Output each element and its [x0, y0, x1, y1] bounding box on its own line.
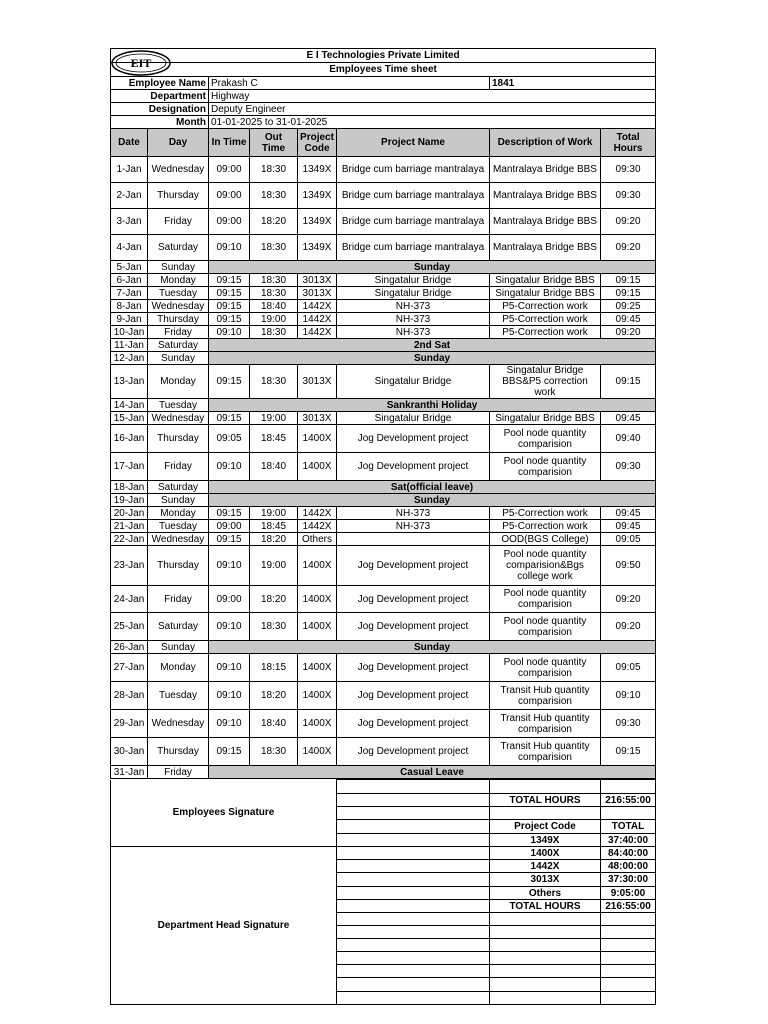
date-cell: 16-Jan [111, 425, 148, 453]
description-cell: Pool node quantity comparision [490, 453, 601, 481]
employee-name: Prakash C [209, 77, 490, 90]
in-time-cell: 09:15 [209, 365, 250, 399]
table-row [111, 399, 656, 412]
total-hours-cell: 09:20 [601, 586, 656, 613]
table-row [111, 261, 656, 274]
table-row [111, 157, 656, 183]
summary-total: 48:00:00 [601, 860, 656, 873]
description-cell: P5-Correction work [490, 520, 601, 533]
day-cell: Friday [148, 453, 209, 481]
total-hours-cell: 09:40 [601, 425, 656, 453]
table-row [111, 183, 656, 209]
in-time-cell: 09:15 [209, 300, 250, 313]
project-name-cell [337, 533, 490, 546]
day-status-cell: Sankranthi Holiday [209, 399, 656, 412]
employee-name-label: Employee Name [111, 77, 209, 90]
col-in-time: In Time [209, 129, 250, 157]
table-row [111, 710, 656, 738]
day-cell: Thursday [148, 313, 209, 326]
in-time-cell: 09:10 [209, 613, 250, 641]
day-cell: Wednesday [148, 412, 209, 425]
total-hours-cell: 09:50 [601, 546, 656, 586]
table-row [111, 586, 656, 613]
description-cell: OOD(BGS College) [490, 533, 601, 546]
project-name-cell: NH-373 [337, 507, 490, 520]
date-cell: 20-Jan [111, 507, 148, 520]
day-cell: Saturday [148, 339, 209, 352]
out-time-cell: 18:30 [250, 235, 298, 261]
day-cell: Thursday [148, 546, 209, 586]
date-cell: 14-Jan [111, 399, 148, 412]
in-time-cell: 09:15 [209, 274, 250, 287]
project-code-cell: 1400X [298, 425, 337, 453]
total-hours-cell: 09:20 [601, 613, 656, 641]
project-name-cell: Singatalur Bridge [337, 287, 490, 300]
designation-label: Designation [111, 103, 209, 116]
day-cell: Tuesday [148, 287, 209, 300]
project-name-cell: Singatalur Bridge [337, 274, 490, 287]
project-code-cell: 1442X [298, 313, 337, 326]
date-cell: 18-Jan [111, 481, 148, 494]
in-time-cell: 09:00 [209, 520, 250, 533]
total-hours-cell: 09:15 [601, 287, 656, 300]
department-head-signature: Department Head Signature [111, 847, 337, 1005]
description-cell: Transit Hub quantity comparision [490, 738, 601, 766]
project-code-cell: 1400X [298, 586, 337, 613]
total-hours-cell: 09:20 [601, 235, 656, 261]
day-status-cell: 2nd Sat [209, 339, 656, 352]
date-cell: 9-Jan [111, 313, 148, 326]
total-hours-cell: 09:15 [601, 365, 656, 399]
project-code-cell: 3013X [298, 412, 337, 425]
date-cell: 26-Jan [111, 641, 148, 654]
in-time-cell: 09:10 [209, 326, 250, 339]
total-hours-value: 216:55:00 [601, 794, 656, 807]
total-hours-cell: 09:45 [601, 520, 656, 533]
date-cell: 2-Jan [111, 183, 148, 209]
description-cell: Pool node quantity comparision [490, 654, 601, 682]
day-status-cell: Sat(official leave) [209, 481, 656, 494]
in-time-cell: 09:10 [209, 710, 250, 738]
summary-code: 1349X [490, 834, 601, 847]
out-time-cell: 19:00 [250, 313, 298, 326]
out-time-cell: 18:30 [250, 326, 298, 339]
out-time-cell: 18:30 [250, 738, 298, 766]
table-row [111, 425, 656, 453]
day-cell: Monday [148, 654, 209, 682]
date-cell: 6-Jan [111, 274, 148, 287]
in-time-cell: 09:15 [209, 738, 250, 766]
out-time-cell: 18:45 [250, 425, 298, 453]
project-name-cell: Bridge cum barriage mantralaya [337, 157, 490, 183]
table-row [111, 682, 656, 710]
total-hours-cell: 09:30 [601, 183, 656, 209]
description-cell: Singatalur Bridge BBS&P5 correction work [490, 365, 601, 399]
summary-total: 37:40:00 [601, 834, 656, 847]
out-time-cell: 18:20 [250, 209, 298, 235]
day-cell: Wednesday [148, 533, 209, 546]
total-hours-cell: 09:15 [601, 274, 656, 287]
total-hours-cell: 09:05 [601, 654, 656, 682]
description-cell: Mantralaya Bridge BBS [490, 235, 601, 261]
total-hours-cell: 09:25 [601, 300, 656, 313]
description-cell: Mantralaya Bridge BBS [490, 157, 601, 183]
total-hours-cell: 09:45 [601, 313, 656, 326]
table-row [111, 520, 656, 533]
project-code-cell: 1442X [298, 520, 337, 533]
description-cell: P5-Correction work [490, 313, 601, 326]
project-code-cell: 1400X [298, 682, 337, 710]
day-status-cell: Sunday [209, 641, 656, 654]
table-row [111, 546, 656, 586]
table-row [111, 209, 656, 235]
col-description: Description of Work [490, 129, 601, 157]
project-code-cell: 1400X [298, 546, 337, 586]
description-cell: Transit Hub quantity comparision [490, 682, 601, 710]
date-cell: 27-Jan [111, 654, 148, 682]
in-time-cell: 09:10 [209, 235, 250, 261]
day-cell: Sunday [148, 261, 209, 274]
table-row [111, 326, 656, 339]
project-name-cell: NH-373 [337, 326, 490, 339]
employee-signature: Employees Signature [111, 780, 337, 847]
day-cell: Thursday [148, 738, 209, 766]
table-row [111, 507, 656, 520]
col-total-hours: Total Hours [601, 129, 656, 157]
out-time-cell: 18:30 [250, 157, 298, 183]
out-time-cell: 18:40 [250, 300, 298, 313]
day-status-cell: Sunday [209, 261, 656, 274]
table-row [111, 533, 656, 546]
in-time-cell: 09:00 [209, 183, 250, 209]
table-row [111, 235, 656, 261]
description-cell: P5-Correction work [490, 507, 601, 520]
table-row [111, 738, 656, 766]
out-time-cell: 18:20 [250, 682, 298, 710]
month: 01-01-2025 to 31-01-2025 [209, 116, 656, 129]
in-time-cell: 09:10 [209, 682, 250, 710]
project-name-cell: Jog Development project [337, 613, 490, 641]
out-time-cell: 18:40 [250, 710, 298, 738]
date-cell: 1-Jan [111, 157, 148, 183]
project-code-cell: 1442X [298, 326, 337, 339]
table-row [111, 274, 656, 287]
day-cell: Saturday [148, 235, 209, 261]
project-name-cell: Jog Development project [337, 453, 490, 481]
date-cell: 4-Jan [111, 235, 148, 261]
column-header-row [111, 129, 656, 157]
summary-code: Others [490, 887, 601, 900]
month-label: Month [111, 116, 209, 129]
description-cell: Pool node quantity comparision [490, 613, 601, 641]
day-status-cell: Sunday [209, 352, 656, 365]
date-cell: 8-Jan [111, 300, 148, 313]
out-time-cell: 18:30 [250, 613, 298, 641]
col-day: Day [148, 129, 209, 157]
day-cell: Friday [148, 326, 209, 339]
sheet-title: Employees Time sheet [111, 63, 656, 77]
department-label: Department [111, 90, 209, 103]
day-cell: Saturday [148, 481, 209, 494]
date-cell: 30-Jan [111, 738, 148, 766]
project-code-cell: 1400X [298, 710, 337, 738]
summary-total: 84:40:00 [601, 847, 656, 860]
in-time-cell: 09:15 [209, 412, 250, 425]
description-cell: Pool node quantity comparision&Bgs college work [490, 546, 601, 586]
table-row [111, 641, 656, 654]
project-code-header: Project Code [490, 820, 601, 834]
date-cell: 3-Jan [111, 209, 148, 235]
in-time-cell: 09:10 [209, 654, 250, 682]
summary-total: 9:05:00 [601, 887, 656, 900]
in-time-cell: 09:15 [209, 507, 250, 520]
day-cell: Sunday [148, 641, 209, 654]
table-row [111, 766, 656, 779]
day-cell: Wednesday [148, 710, 209, 738]
description-cell: Pool node quantity comparision [490, 425, 601, 453]
date-cell: 21-Jan [111, 520, 148, 533]
logo-text: EIT [130, 56, 152, 70]
date-cell: 12-Jan [111, 352, 148, 365]
out-time-cell: 18:30 [250, 287, 298, 300]
day-cell: Tuesday [148, 520, 209, 533]
grand-total-value: 216:55:00 [601, 900, 656, 913]
table-row [111, 613, 656, 641]
date-cell: 5-Jan [111, 261, 148, 274]
project-name-cell: Jog Development project [337, 425, 490, 453]
out-time-cell: 18:45 [250, 520, 298, 533]
date-cell: 10-Jan [111, 326, 148, 339]
out-time-cell: 19:00 [250, 412, 298, 425]
total-hours-label: TOTAL HOURS [490, 794, 601, 807]
project-name-cell: Bridge cum barriage mantralaya [337, 183, 490, 209]
company-name: E I Technologies Private Limited [111, 49, 656, 63]
department: Highway [209, 90, 656, 103]
project-code-cell: 3013X [298, 287, 337, 300]
day-cell: Monday [148, 365, 209, 399]
table-row [111, 412, 656, 425]
out-time-cell: 18:20 [250, 586, 298, 613]
table-row [111, 300, 656, 313]
project-name-cell: Jog Development project [337, 710, 490, 738]
project-name-cell: Jog Development project [337, 682, 490, 710]
date-cell: 25-Jan [111, 613, 148, 641]
project-name-cell: Singatalur Bridge [337, 365, 490, 399]
col-project-code: Project Code [298, 129, 337, 157]
in-time-cell: 09:00 [209, 209, 250, 235]
employee-id: 1841 [490, 77, 656, 90]
total-header: TOTAL [601, 820, 656, 834]
date-cell: 23-Jan [111, 546, 148, 586]
description-cell: Mantralaya Bridge BBS [490, 183, 601, 209]
day-cell: Friday [148, 766, 209, 779]
col-project-name: Project Name [337, 129, 490, 157]
out-time-cell: 18:30 [250, 183, 298, 209]
out-time-cell: 18:15 [250, 654, 298, 682]
in-time-cell: 09:10 [209, 453, 250, 481]
total-hours-cell: 09:30 [601, 453, 656, 481]
timesheet [110, 48, 655, 1005]
total-hours-cell: 09:45 [601, 507, 656, 520]
date-cell: 24-Jan [111, 586, 148, 613]
project-code-cell: Others [298, 533, 337, 546]
date-cell: 29-Jan [111, 710, 148, 738]
project-name-cell: NH-373 [337, 313, 490, 326]
total-hours-cell: 09:20 [601, 326, 656, 339]
date-cell: 11-Jan [111, 339, 148, 352]
summary-total: 37:30:00 [601, 873, 656, 887]
description-cell: Transit Hub quantity comparision [490, 710, 601, 738]
total-hours-cell: 09:15 [601, 738, 656, 766]
summary-code: 1400X [490, 847, 601, 860]
summary-table [110, 779, 656, 1005]
timesheet-table [110, 48, 656, 779]
project-code-cell: 1400X [298, 738, 337, 766]
day-cell: Monday [148, 274, 209, 287]
day-cell: Sunday [148, 494, 209, 507]
day-cell: Tuesday [148, 399, 209, 412]
out-time-cell: 19:00 [250, 546, 298, 586]
summary-code: 3013X [490, 873, 601, 887]
date-cell: 15-Jan [111, 412, 148, 425]
project-name-cell: Singatalur Bridge [337, 412, 490, 425]
day-cell: Sunday [148, 352, 209, 365]
total-hours-cell: 09:45 [601, 412, 656, 425]
project-code-cell: 1442X [298, 507, 337, 520]
project-code-cell: 3013X [298, 274, 337, 287]
total-hours-cell: 09:30 [601, 157, 656, 183]
in-time-cell: 09:15 [209, 287, 250, 300]
total-hours-cell: 09:30 [601, 710, 656, 738]
description-cell: Mantralaya Bridge BBS [490, 209, 601, 235]
in-time-cell: 09:00 [209, 586, 250, 613]
out-time-cell: 18:30 [250, 274, 298, 287]
day-cell: Thursday [148, 183, 209, 209]
table-row [111, 313, 656, 326]
day-cell: Wednesday [148, 157, 209, 183]
date-cell: 28-Jan [111, 682, 148, 710]
day-cell: Saturday [148, 613, 209, 641]
project-code-cell: 1349X [298, 235, 337, 261]
out-time-cell: 18:20 [250, 533, 298, 546]
table-row [111, 352, 656, 365]
total-hours-cell: 09:10 [601, 682, 656, 710]
description-cell: Singatalur Bridge BBS [490, 412, 601, 425]
day-cell: Wednesday [148, 300, 209, 313]
project-name-cell: Bridge cum barriage mantralaya [337, 209, 490, 235]
project-name-cell: NH-373 [337, 520, 490, 533]
table-row [111, 453, 656, 481]
in-time-cell: 09:15 [209, 533, 250, 546]
project-code-cell: 1349X [298, 157, 337, 183]
project-name-cell: Jog Development project [337, 738, 490, 766]
total-hours-cell: 09:20 [601, 209, 656, 235]
date-cell: 31-Jan [111, 766, 148, 779]
date-cell: 7-Jan [111, 287, 148, 300]
table-row [111, 494, 656, 507]
day-cell: Tuesday [148, 682, 209, 710]
in-time-cell: 09:00 [209, 157, 250, 183]
project-code-cell: 3013X [298, 365, 337, 399]
day-cell: Thursday [148, 425, 209, 453]
project-code-cell: 1349X [298, 183, 337, 209]
table-row [111, 365, 656, 399]
project-code-cell: 1349X [298, 209, 337, 235]
col-out-time: Out Time [250, 129, 298, 157]
in-time-cell: 09:15 [209, 313, 250, 326]
project-code-cell: 1400X [298, 453, 337, 481]
total-hours-cell: 09:05 [601, 533, 656, 546]
day-status-cell: Sunday [209, 494, 656, 507]
description-cell: Singatalur Bridge BBS [490, 274, 601, 287]
designation: Deputy Engineer [209, 103, 656, 116]
table-row [111, 339, 656, 352]
project-name-cell: Jog Development project [337, 546, 490, 586]
day-cell: Friday [148, 209, 209, 235]
description-cell: P5-Correction work [490, 300, 601, 313]
project-name-cell: NH-373 [337, 300, 490, 313]
project-name-cell: Jog Development project [337, 586, 490, 613]
date-cell: 13-Jan [111, 365, 148, 399]
summary-code: 1442X [490, 860, 601, 873]
out-time-cell: 18:40 [250, 453, 298, 481]
day-status-cell: Casual Leave [209, 766, 656, 779]
table-row [111, 654, 656, 682]
project-code-cell: 1400X [298, 654, 337, 682]
description-cell: Singatalur Bridge BBS [490, 287, 601, 300]
table-row [111, 481, 656, 494]
project-name-cell: Bridge cum barriage mantralaya [337, 235, 490, 261]
date-cell: 19-Jan [111, 494, 148, 507]
project-name-cell: Jog Development project [337, 654, 490, 682]
in-time-cell: 09:10 [209, 546, 250, 586]
project-code-cell: 1442X [298, 300, 337, 313]
date-cell: 22-Jan [111, 533, 148, 546]
in-time-cell: 09:05 [209, 425, 250, 453]
out-time-cell: 18:30 [250, 365, 298, 399]
table-row [111, 287, 656, 300]
description-cell: Pool node quantity comparision [490, 586, 601, 613]
day-cell: Friday [148, 586, 209, 613]
out-time-cell: 19:00 [250, 507, 298, 520]
col-date: Date [111, 129, 148, 157]
description-cell: P5-Correction work [490, 326, 601, 339]
grand-total-label: TOTAL HOURS [490, 900, 601, 913]
date-cell: 17-Jan [111, 453, 148, 481]
day-cell: Monday [148, 507, 209, 520]
project-code-cell: 1400X [298, 613, 337, 641]
